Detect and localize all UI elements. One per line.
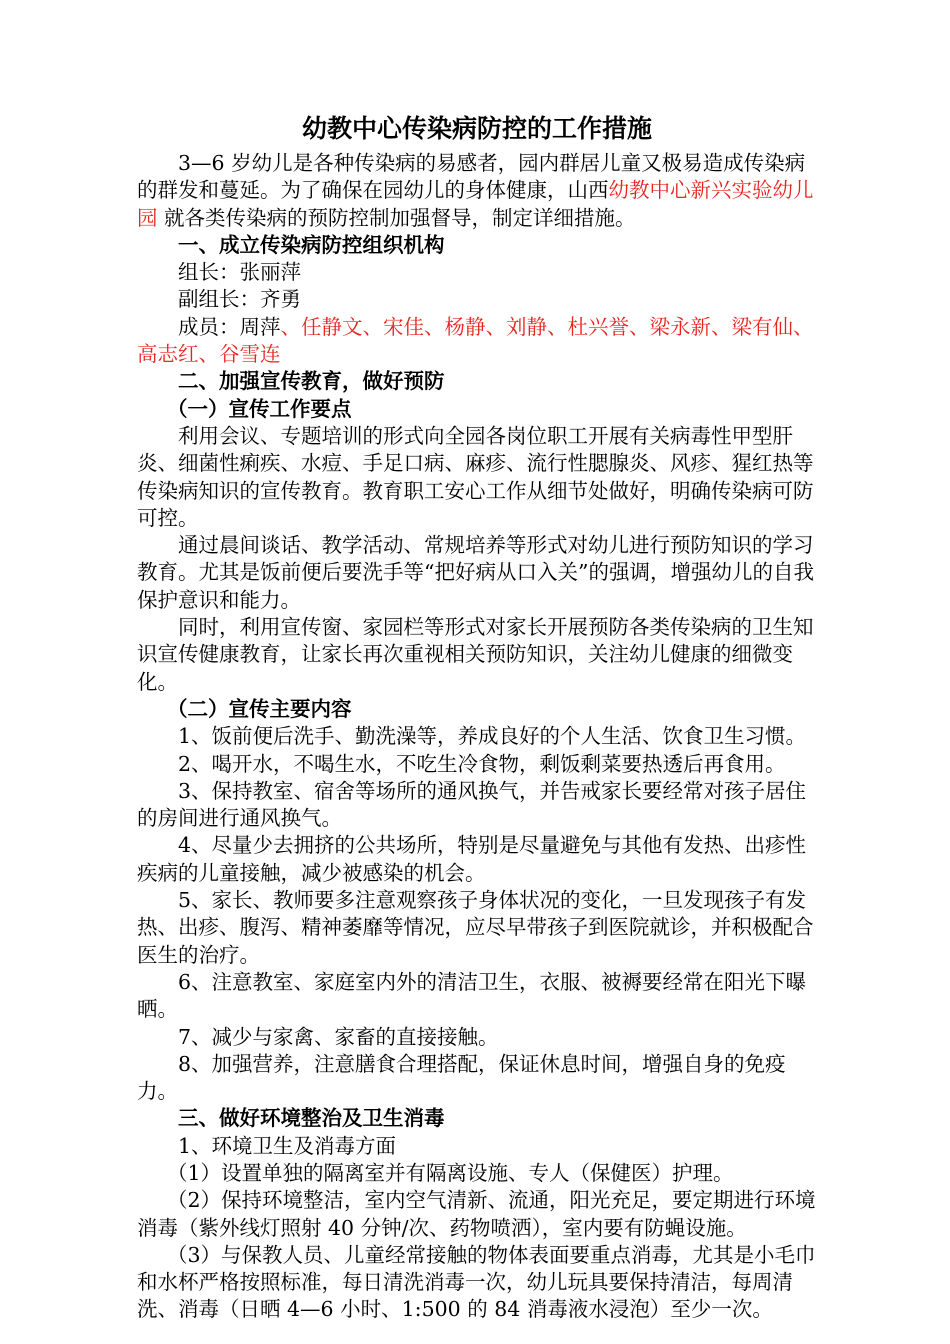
intro-paragraph xyxy=(137,150,817,232)
intro-text-2: 就各类传染病的预防控制加强督导，制定详细措施。 xyxy=(157,205,636,230)
paragraph: 通过晨间谈话、教学活动、常规培养等形式对幼儿进行预防知识的学习教育。尤其是饭前便后要洗手等“把好病从口入关”的强调，增强幼儿的自我保护意识和能力。 xyxy=(137,533,814,612)
kindergarten-name: 幼教中心新兴实验幼儿园 xyxy=(137,178,814,230)
section-2-heading: 二、加强宣传教育，做好预防 xyxy=(178,369,445,394)
subsection-2-1-heading: （一）宣传工作要点 xyxy=(167,396,352,421)
paragraph: 利用会议、专题培训的形式向全园各岗位职工开展有关病毒性甲型肝炎、细菌性痢疾、水痘、手足口病、麻疹、流行性腮腺炎、风疹、猩红热等传染病知识的宣传教育。教育职工安心工作从细节处做好，明确传染病可防可控。 xyxy=(137,423,814,530)
document-page xyxy=(137,112,817,1324)
section-1-heading: 一、成立传染病防控组织机构 xyxy=(178,232,445,257)
intro-text-1: 3—6 岁幼儿是各种传染病的易感者，园内群居儿童又极易造成传染病的群发和蔓延。为了确保在园幼儿的身体健康，山西 xyxy=(137,151,806,203)
list-item: 3、保持教室、宿舍等场所的通风换气，并告戒家长要经常对孩子居住的房间进行通风换气。 xyxy=(137,778,807,831)
subsection-3-1-heading: 1、环境卫生及消毒方面 xyxy=(178,1133,397,1158)
list-item: （3）与保教人员、儿童经常接触的物体表面要重点消毒，尤其是小毛巾和水杯严格按照标准，每日清洗消毒一次，幼儿玩具要保持清洁，每周清洗、消毒（日晒 4—6 小时、1:500 的 84 消毒液水浸泡）至少一次。 xyxy=(137,1242,816,1322)
list-item: 4、尽量少去拥挤的公共场所，特别是尽量避免与其他有发热、出疹性疾病的儿童接触，减少被感染的机会。 xyxy=(137,833,807,885)
leader-line: 组长：张丽萍 xyxy=(178,260,301,285)
paragraph: 同时，利用宣传窗、家园栏等形式对家长开展预防各类传染病的卫生知识宣传健康教育，让家长再次重视相关预防知识，关注幼儿健康的细微变化。 xyxy=(137,615,814,694)
list-item: 7、减少与家禽、家畜的直接接触。 xyxy=(178,1024,499,1049)
section-3-heading: 三、做好环境整治及卫生消毒 xyxy=(178,1106,445,1131)
list-item: （2）保持环境整洁，室内空气清新、流通，阳光充足，要定期进行环境消毒（紫外线灯照射 40 分钟/次、药物喷洒），室内要有防蝇设施。 xyxy=(137,1188,816,1240)
deputy-line: 副组长：齐勇 xyxy=(178,287,301,312)
list-item: 1、饭前便后洗手、勤洗澡等，养成良好的个人生活、饮食卫生习惯。 xyxy=(178,724,807,749)
list-item: 2、喝开水，不喝生水，不吃生冷食物，剩饭剩菜要热透后再食用。 xyxy=(178,751,786,776)
list-item: 6、注意教室、家庭室内外的清洁卫生，衣服、被褥要经常在阳光下曝晒。 xyxy=(137,969,807,1022)
members-prefix: 成员：周萍 xyxy=(178,314,281,339)
list-item: 5、家长、教师要多注意观察孩子身体状况的变化，一旦发现孩子有发热、出疹、腹泻、精神萎靡等情况，应尽早带孩子到医院就诊，并积极配合医生的治疗。 xyxy=(137,888,814,967)
subsection-2-2-heading: （二）宣传主要内容 xyxy=(167,696,352,721)
document-title: 幼教中心传染病防控的工作措施 xyxy=(301,114,652,143)
list-item: （1）设置单独的隔离室并有隔离设施、专人（保健医）护理。 xyxy=(167,1160,734,1185)
members-line xyxy=(137,314,817,369)
list-item: 8、加强营养，注意膳食合理搭配，保证休息时间，增强自身的免疫力。 xyxy=(137,1051,786,1104)
members-names: 、任静文、宋佳、杨静、刘静、杜兴誉、梁永新、梁有仙、高志红、谷雪连 xyxy=(137,314,814,367)
